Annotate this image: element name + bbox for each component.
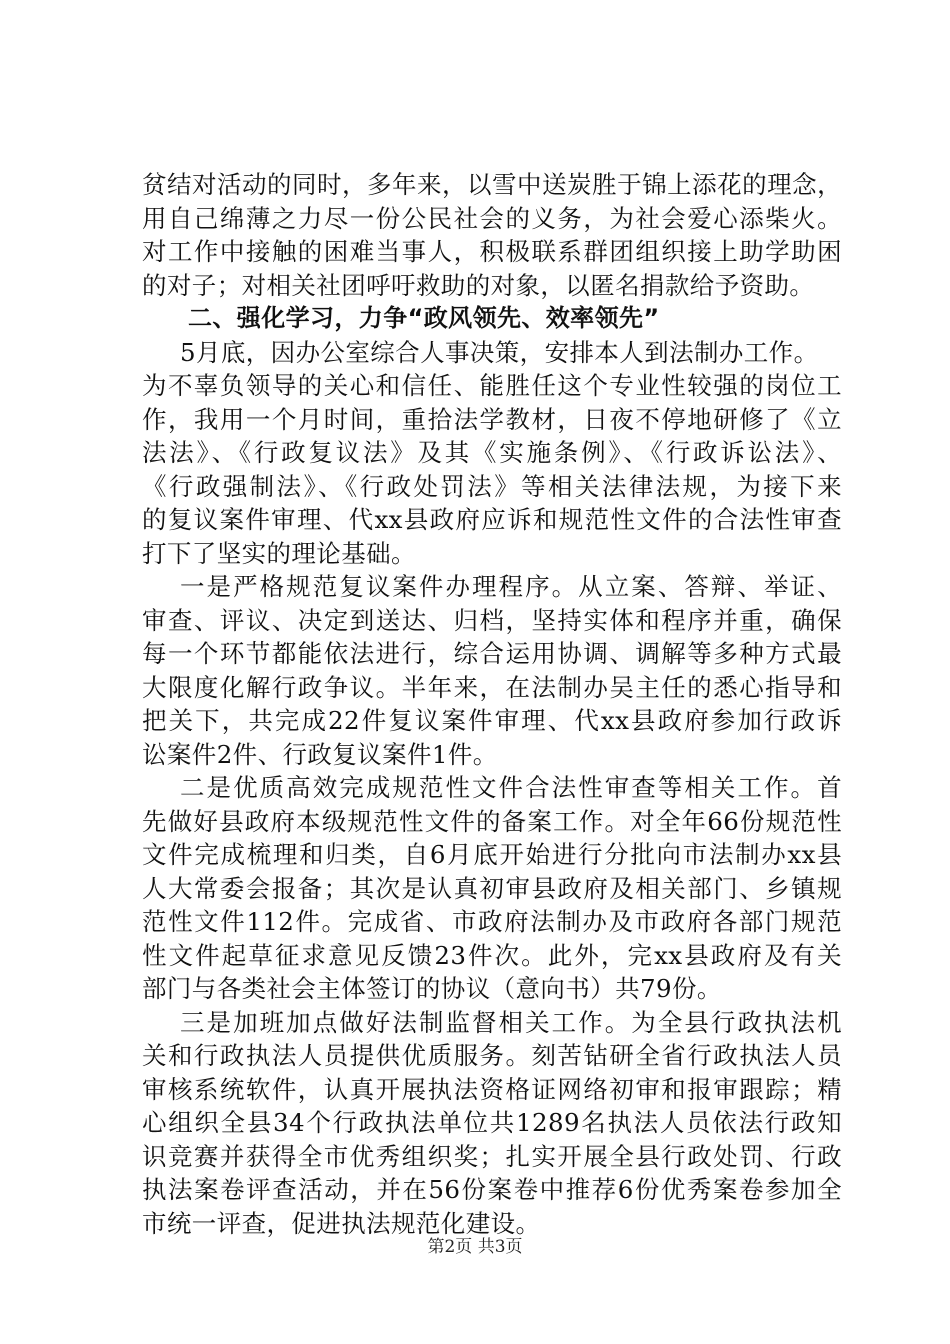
paragraph-first-line: 二是优质高效完成规范性文件合法性审查等相关工作。首 <box>180 773 842 802</box>
paragraph-first-line: 一是严格规范复议案件办理程序。从立案、答辩、举证、 <box>180 572 842 601</box>
body-line: 人大常委会报备；其次是认真初审县政府及相关部门、乡镇规 <box>142 873 842 903</box>
body-line: 审查、评议、决定到送达、归档，坚持实体和程序并重，确保 <box>142 605 842 635</box>
document-body <box>142 168 842 1240</box>
body-line: 文件完成梳理和归类，自6月底开始进行分批向市法制办xx县 <box>142 840 842 869</box>
paragraph-first-line: 三是加班加点做好法制监督相关工作。为全县行政执法机 <box>180 1007 842 1037</box>
body-line: 法法》、《行政复议法》及其《实施条例》、《行政诉讼法》、 <box>142 438 842 467</box>
body-line: 执法案卷评查活动，并在56份案卷中推荐6份优秀案卷参加全 <box>142 1175 842 1204</box>
body-line: 把关下，共完成22件复议案件审理、代xx县政府参加行政诉 <box>142 706 842 735</box>
body-line: 范性文件112件。完成省、市政府法制办及市政府各部门规范 <box>142 907 842 936</box>
page-number-footer: 第2页 共3页 <box>427 1237 523 1257</box>
body-line: 识竞赛并获得全市优秀组织奖；扎实开展全县行政处罚、行政 <box>142 1141 842 1171</box>
body-line: 为不辜负领导的关心和信任、能胜任这个专业性较强的岗位工 <box>142 371 842 400</box>
body-line: 贫结对活动的同时，多年来，以雪中送炭胜于锦上添花的理念， <box>142 170 842 199</box>
body-line: 打下了坚实的理论基础。 <box>142 538 416 568</box>
body-line: 大限度化解行政争议。半年来，在法制办吴主任的悉心指导和 <box>142 672 842 702</box>
paragraph-first-line: 5月底，因办公室综合人事决策，安排本人到法制办工作。 <box>180 337 819 367</box>
section-heading: 二、强化学习，力争“政风领先、效率领先” <box>188 304 660 332</box>
body-line: 性文件起草征求意见反馈23件次。此外，完xx县政府及有关 <box>142 940 842 970</box>
body-line: 用自己绵薄之力尽一份公民社会的义务，为社会爱心添柴火。 <box>142 203 842 233</box>
body-line: 的复议案件审理、代xx县政府应诉和规范性文件的合法性审查 <box>142 505 842 534</box>
body-line: 关和行政执法人员提供优质服务。刻苦钻研全省行政执法人员 <box>142 1041 842 1070</box>
body-line: 的对子；对相关社团呼吁救助的对象，以匿名捐款给予资助。 <box>142 270 815 300</box>
body-line: 部门与各类社会主体签订的协议（意向书）共79份。 <box>142 974 722 1003</box>
body-line: 审核系统软件，认真开展执法资格证网络初审和报审跟踪；精 <box>142 1074 842 1104</box>
body-line: 《行政强制法》、《行政处罚法》等相关法律法规，为接下来 <box>142 471 842 501</box>
body-line: 对工作中接触的困难当事人，积极联系群团组织接上助学助困 <box>142 237 842 266</box>
body-line: 作，我用一个月时间，重拾法学教材，日夜不停地研修了《立 <box>142 404 842 434</box>
body-line: 市统一评查，促进执法规范化建设。 <box>142 1208 541 1238</box>
body-line: 先做好县政府本级规范性文件的备案工作。对全年66份规范性 <box>142 806 842 836</box>
body-line: 心组织全县34个行政执法单位共1289名执法人员依法行政知 <box>142 1108 842 1137</box>
body-line: 每一个环节都能依法进行，综合运用协调、调解等多种方式最 <box>142 639 842 668</box>
body-line: 讼案件2件、行政复议案件1件。 <box>142 739 498 769</box>
